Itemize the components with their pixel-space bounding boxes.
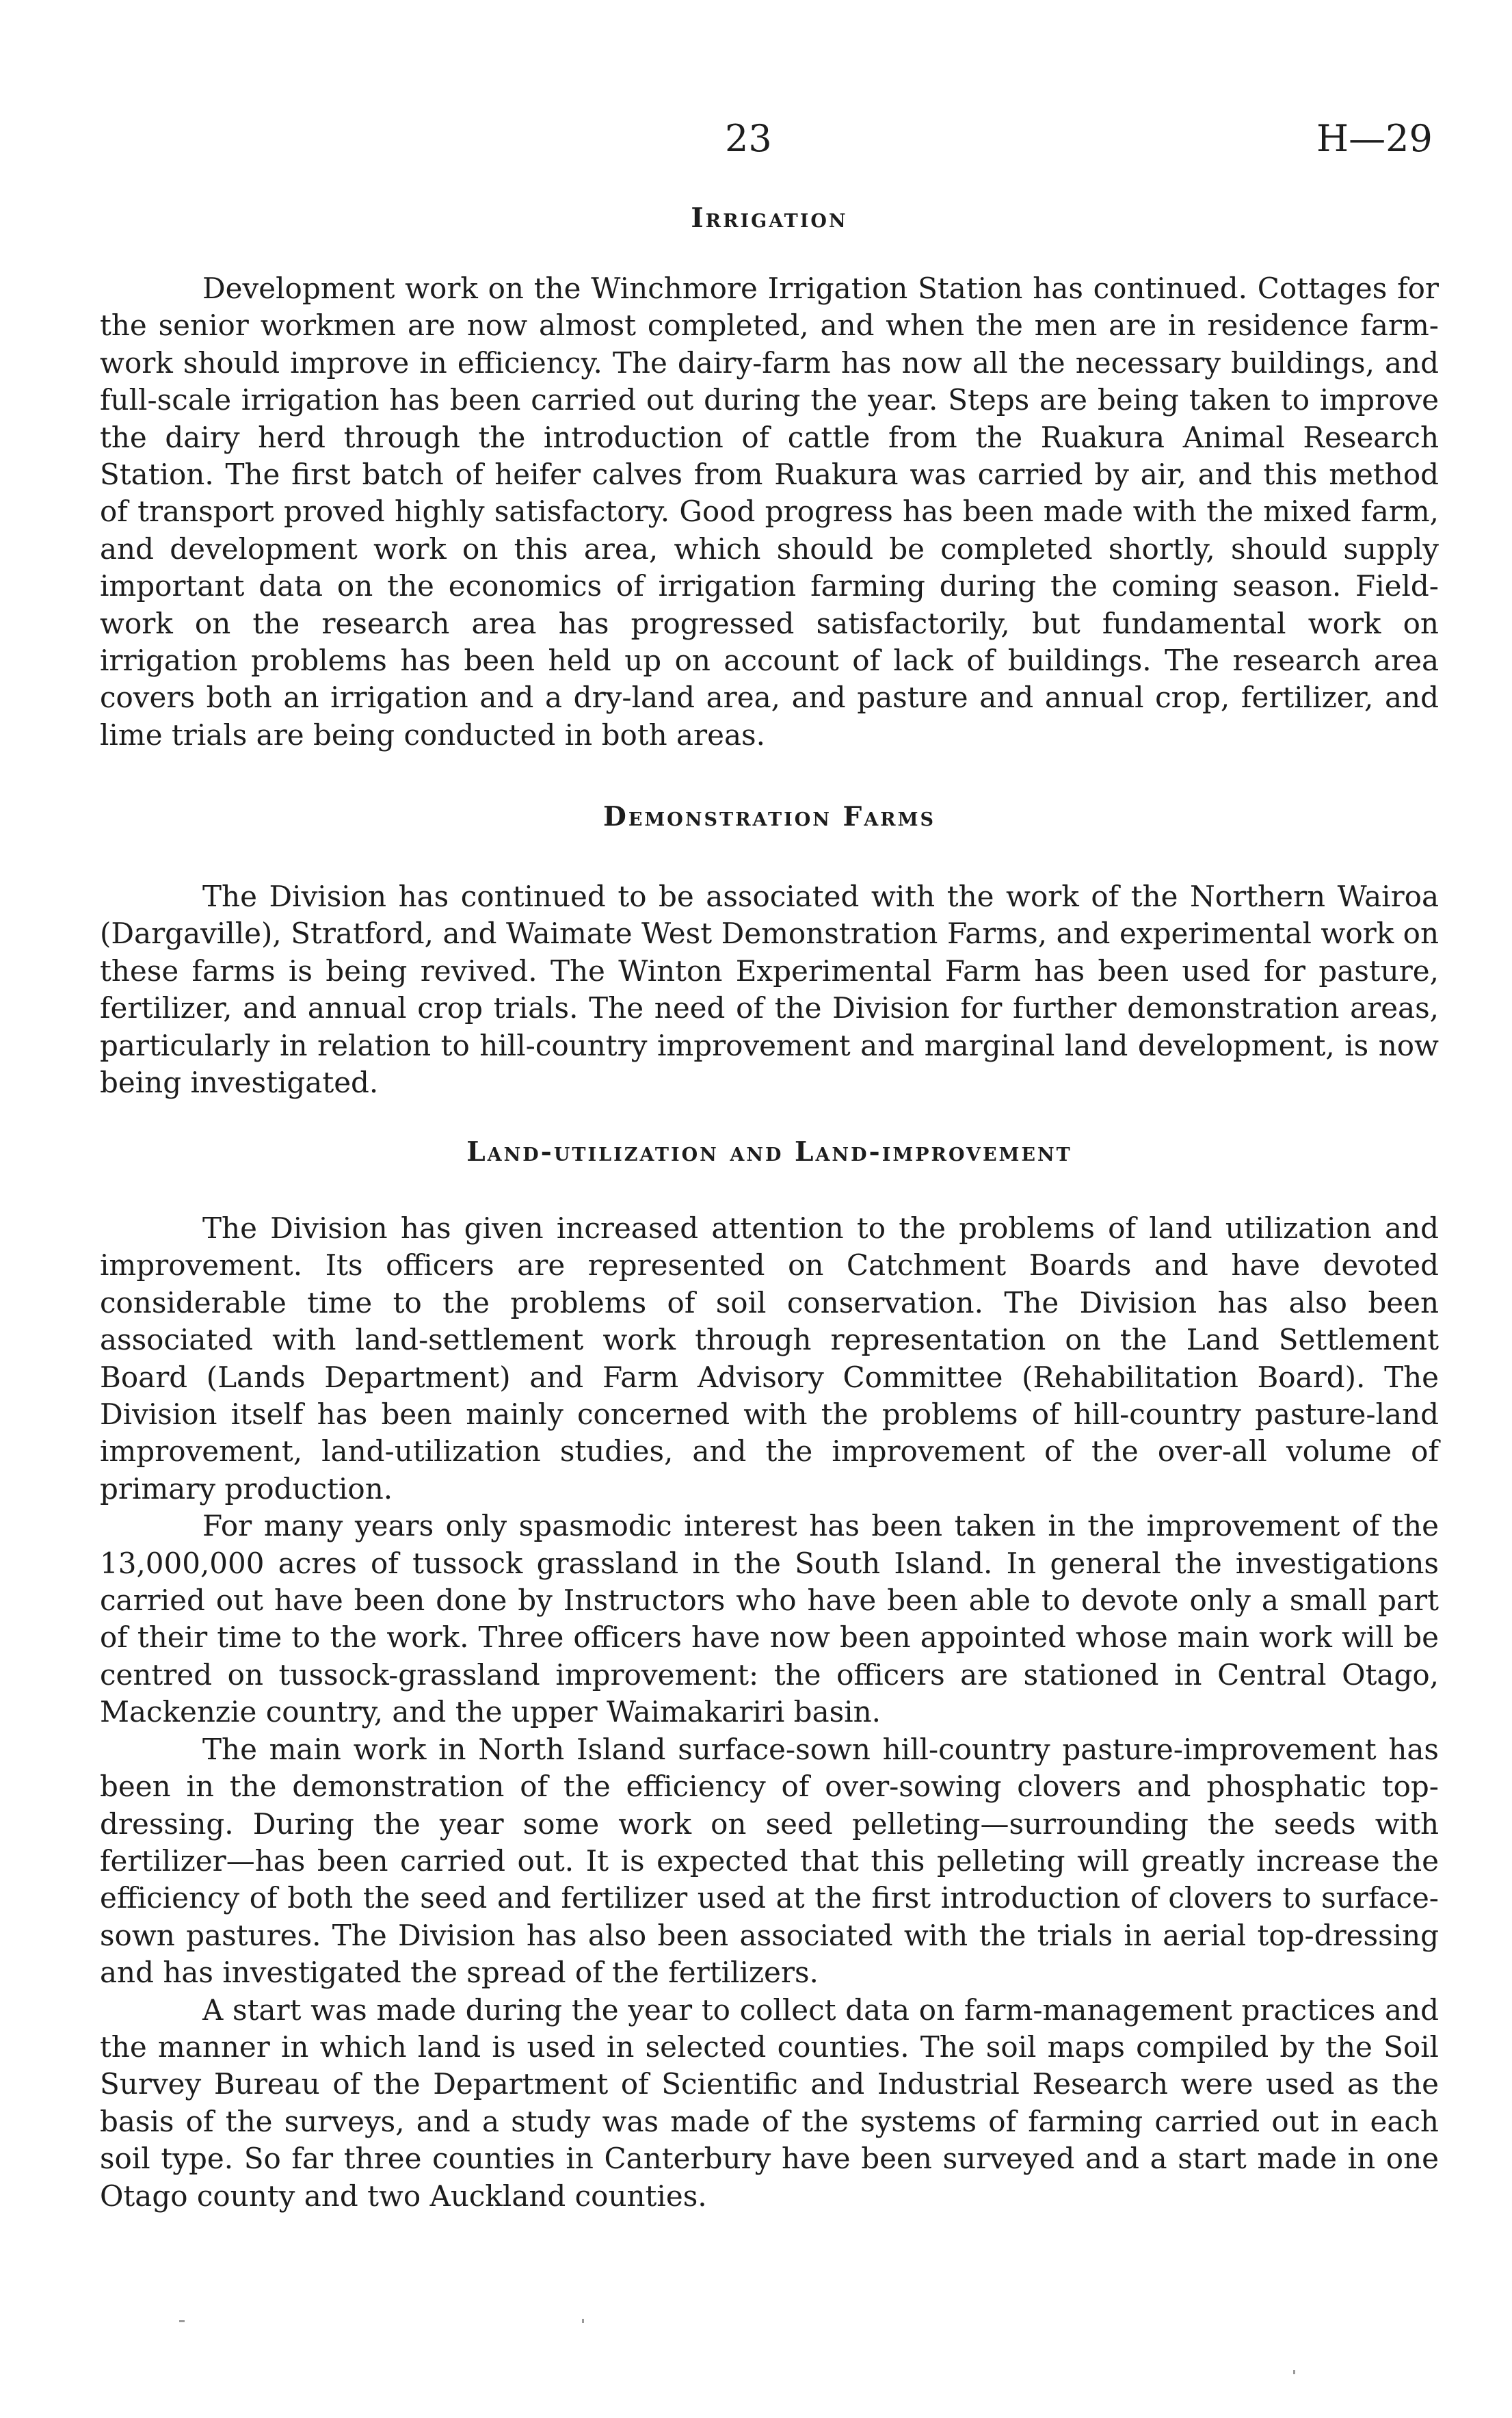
section-heading-irrigation: Irrigation [691,202,848,234]
section-land-utilization [100,1136,1439,2215]
page-number: 23 [725,117,772,160]
paragraph: A start was made during the year to collect data on farm-management practices and the manner in which land is used in selected counties. The soil maps compiled by the Soil Survey Bureau of the Department of Scientific and Industrial Research were used as the basis of the surveys, and a study was made of the systems of farming carried out in each soil type. So far three counties in Canterbury have been surveyed and a start made in one Otago county and two Auckland counties. [100,1993,1439,2213]
scan-speck [1293,2370,1295,2374]
section-heading-demonstration-farms: Demonstration Farms [603,801,936,832]
paragraph: The main work in North Island surface-sown hill-country pasture-improvement has been in the demonstration of the efficiency of over-sowing clovers and phosphatic top-dressing. During the year some work on seed pelleting—surrounding the seeds with fertilizer—has been carried out. It is expected that this pelleting will greatly increase the efficiency of both the seed and fertilizer used at the first introduction of clovers to surface-sown pastures. The Division has also been associated with the trials in aerial top-dressing and has investigated the spread of the fertilizers. [100,1732,1439,1990]
scan-speck [179,2320,185,2322]
section-heading-land-utilization: Land-utilization and Land-improvement [466,1136,1072,1168]
paragraph: Development work on the Winchmore Irrigation Station has continued. Cottages for the senior workmen are now almost completed, and when the men are in residence farm-work should improve in efficiency. The dairy-farm has now all the necessary buildings, and full-scale irrigation has been carried out during the year. Steps are being taken to improve the dairy herd through the introduction of cattle from the Ruakura Animal Research Station. The first batch of heifer calves from Ruakura was carried by air, and this method of transport proved highly satisfactory. Good progress has been made with the mixed farm, and development work on this area, which should be completed shortly, should supply important data on the economics of irrigation farming during the coming season. Field-work on the research area has progressed satisfactorily, but fundamental work on irrigation problems has been held up on account of lack of buildings. The research area covers both an irrigation and a dry-land area, and pasture and annual crop, fertilizer, and lime trials are being conducted in both areas. [100,272,1439,752]
section-demonstration-farms [100,801,1439,1101]
section-irrigation [100,202,1439,754]
scan-speck [582,2319,584,2323]
paragraph: The Division has continued to be associated with the work of the Northern Wairoa (Dargaville), Stratford, and Waimate West Demonstration Farms, and experimental work on these farms is being revived. The Winton Experimental Farm has been used for pasture, fertilizer, and annual crop trials. The need of the Division for further demonstration areas, particularly in relation to hill-country improvement and marginal land development, is now being investigated. [100,880,1439,1100]
page-reference: H—29 [1316,117,1433,160]
paragraph: The Division has given increased attention to the problems of land utilization and improvement. Its officers are represented on Catchment Boards and have devoted considerable time to the problems of soil conservation. The Division has also been associated with land-settlement work through representation on the Land Settlement Board (Lands Department) and Farm Advisory Committee (Rehabilitation Board). The Division itself has been mainly concerned with the problems of hill-country pasture-land improvement, land-utilization studies, and the improvement of the over-all volume of primary production. [100,1211,1439,1506]
paragraph: For many years only spasmodic interest has been taken in the improvement of the 13,000,000 acres of tussock grassland in the South Island. In general the investigations carried out have been done by Instructors who have been able to devote only a small part of their time to the work. Three officers have now been appointed whose main work will be centred on tussock-grassland improvement: the officers are stationed in Central Otago, Mackenzie country, and the upper Waimakariri basin. [100,1509,1439,1729]
